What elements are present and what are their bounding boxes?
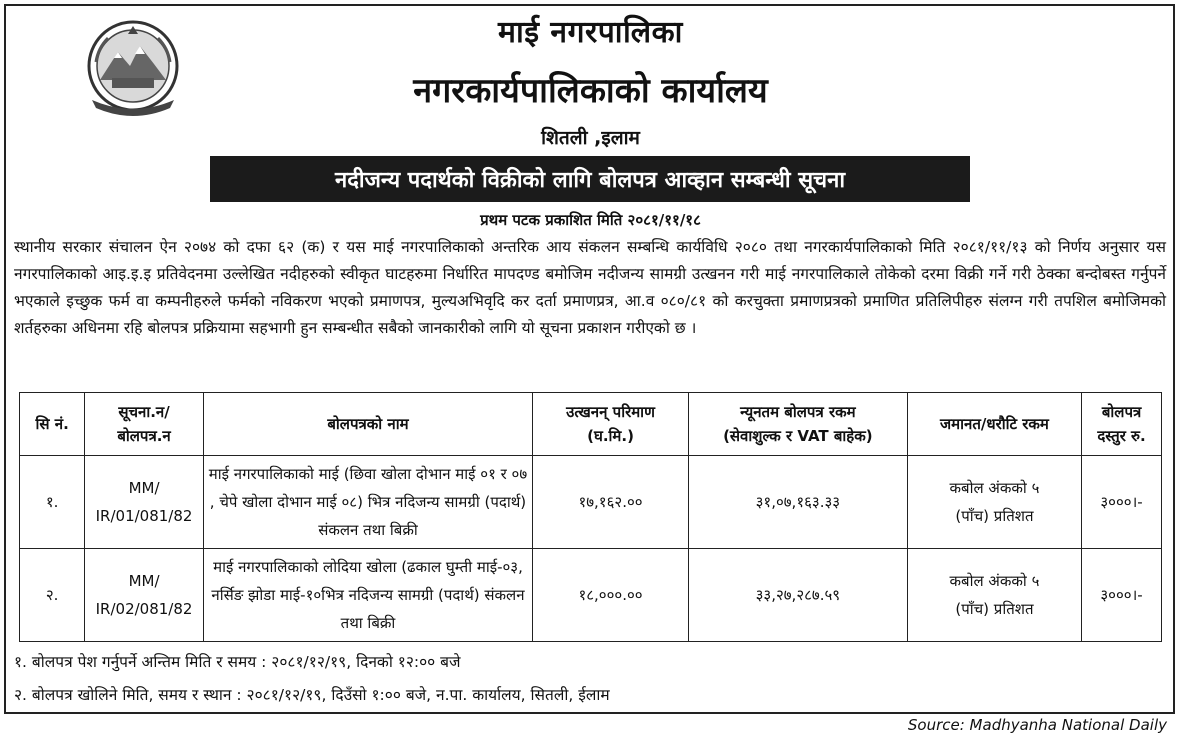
row-deposit-line2: (पाँच) प्रतिशत <box>955 600 1034 618</box>
row-deposit-line2: (पाँच) प्रतिशत <box>955 507 1034 525</box>
row-deposit-line1: कबोल अंकको ५ <box>949 572 1040 590</box>
row-notice-line1: MM/ <box>128 479 160 497</box>
footnote-deadline: १. बोलपत्र पेश गर्नुपर्ने अन्तिम मिति र समय : २०८१/१२/१९, दिनको १२:०० बजे <box>14 653 461 671</box>
row-notice-line1: MM/ <box>128 572 160 590</box>
header-fee-line2: दस्तुर रु. <box>1097 427 1146 445</box>
row-sn: २. <box>20 549 85 642</box>
row-quantity: १७,१६२.०० <box>533 456 689 549</box>
header-sn: सि नं. <box>20 393 85 456</box>
table-row <box>20 549 1162 642</box>
row-quantity: १८,०००.०० <box>533 549 689 642</box>
header-notice-no <box>85 393 203 456</box>
header-qty-line2: (घ.मि.) <box>587 427 634 445</box>
header-qty-line1: उत्खनन् परिमाण <box>566 403 655 421</box>
row-tender-name: माई नगरपालिकाको माई (छिवा खोला दोभान माई ०१ र ०७ , चेपे खोला दोभान माई ०८) भित्र नदिजन्य सामग्री (पदार्थ) संकलन तथा बिक्री <box>203 456 532 549</box>
table-header-row <box>20 393 1162 456</box>
tender-table <box>19 392 1162 642</box>
header-fee-line1: बोलपत्र <box>1101 403 1142 421</box>
row-fee: ३०००।- <box>1082 456 1162 549</box>
row-min-amount: ३१,०७,१६३.३३ <box>688 456 907 549</box>
header-tender-name: बोलपत्रको नाम <box>203 393 532 456</box>
row-tender-name: माई नगरपालिकाको लोदिया खोला (ढकाल घुम्ती माई-०३, नर्सिङ झोडा माई-१०भित्र नदिजन्य सामग्री (पदार्थ) संकलन तथा बिक्री <box>203 549 532 642</box>
row-deposit <box>907 456 1081 549</box>
publication-date: प्रथम पटक प्रकाशित मिति २०८१/११/१८ <box>480 211 701 229</box>
header-min-amount <box>688 393 907 456</box>
office-address: शितली ,इलाम <box>541 127 640 149</box>
row-deposit-line1: कबोल अंकको ५ <box>949 479 1040 497</box>
row-deposit <box>907 549 1081 642</box>
row-min-amount: ३३,२७,२८७.५९ <box>688 549 907 642</box>
table-row <box>20 456 1162 549</box>
header-quantity <box>533 393 689 456</box>
row-fee: ३०००।- <box>1082 549 1162 642</box>
header-notice-line2: बोलपत्र.न <box>117 427 171 445</box>
header-deposit: जमानत/धरौटि रकम <box>907 393 1081 456</box>
source-credit: Source: Madhyanha National Daily <box>907 716 1167 734</box>
footnote-opening: २. बोलपत्र खोलिने मिति, समय र स्थान : २०८१/१२/१९, दिउँसो १:०० बजे, न.पा. कार्यालय, सितली, ईलाम <box>14 686 610 704</box>
municipality-title: माई नगरपालिका <box>498 15 683 50</box>
row-sn: १. <box>20 456 85 549</box>
header-amt-line1: न्यूनतम बोलपत्र रकम <box>740 403 856 421</box>
row-notice-no <box>85 456 203 549</box>
header-amt-line2: (सेवाशुल्क र VAT बाहेक) <box>723 427 873 445</box>
notice-paragraph: स्थानीय सरकार संचालन ऐन २०७४ को दफा ६२ (क) र यस माई नगरपालिकाको अन्तरिक आय संकलन सम्बन्धि कार्यविधि २०८० तथा नगरकार्यपालिकाको मिति २०८१/११/१३ को निर्णय अनुसार यस नगरपालिकाको आइ.इ.इ प्रतिवेदनमा उल्लेखित नदीहरुको स्वीकृत घाटहरुमा निर्धारित मापदण्ड बमोजिम नदीजन्य सामग्री उत्खनन गरी माई नगरपालिकाले तोकेको दरमा विक्री गर्ने गरी ठेक्का बन्दोबस्त गर्नुपर्ने भएकाले इच्छुक फर्म वा कम्पनीहरुले फर्मको नविकरण भएको प्रमाणपत्र, मुल्यअभिवृदि कर दर्ता प्रमाणप्रत्र, आ.व ०८०/८१ को करचुक्ता प्रमाणप्रत्रको प्रमाणित प्रतिलिपीहरु संलग्न गरी तपशिल बमोजिमको शर्तहरुका अधिनमा रहि बोलपत्र प्रक्रियामा सहभागी हुन सम्बन्धीत सबैको जानकारीको लागि यो सूचना प्रकाशन गरीएको छ । <box>14 238 1166 337</box>
row-notice-line2: IR/01/081/82 <box>95 507 193 525</box>
row-notice-line2: IR/02/081/82 <box>95 600 193 618</box>
row-notice-no <box>85 549 203 642</box>
notice-banner: नदीजन्य पदार्थको विक्रीको लागि बोलपत्र आव्हान सम्बन्धी सूचना <box>210 156 970 202</box>
header-fee <box>1082 393 1162 456</box>
header-notice-line1: सूचना.न/ <box>118 403 170 421</box>
office-title: नगरकार्यपालिकाको कार्यालय <box>413 71 768 111</box>
